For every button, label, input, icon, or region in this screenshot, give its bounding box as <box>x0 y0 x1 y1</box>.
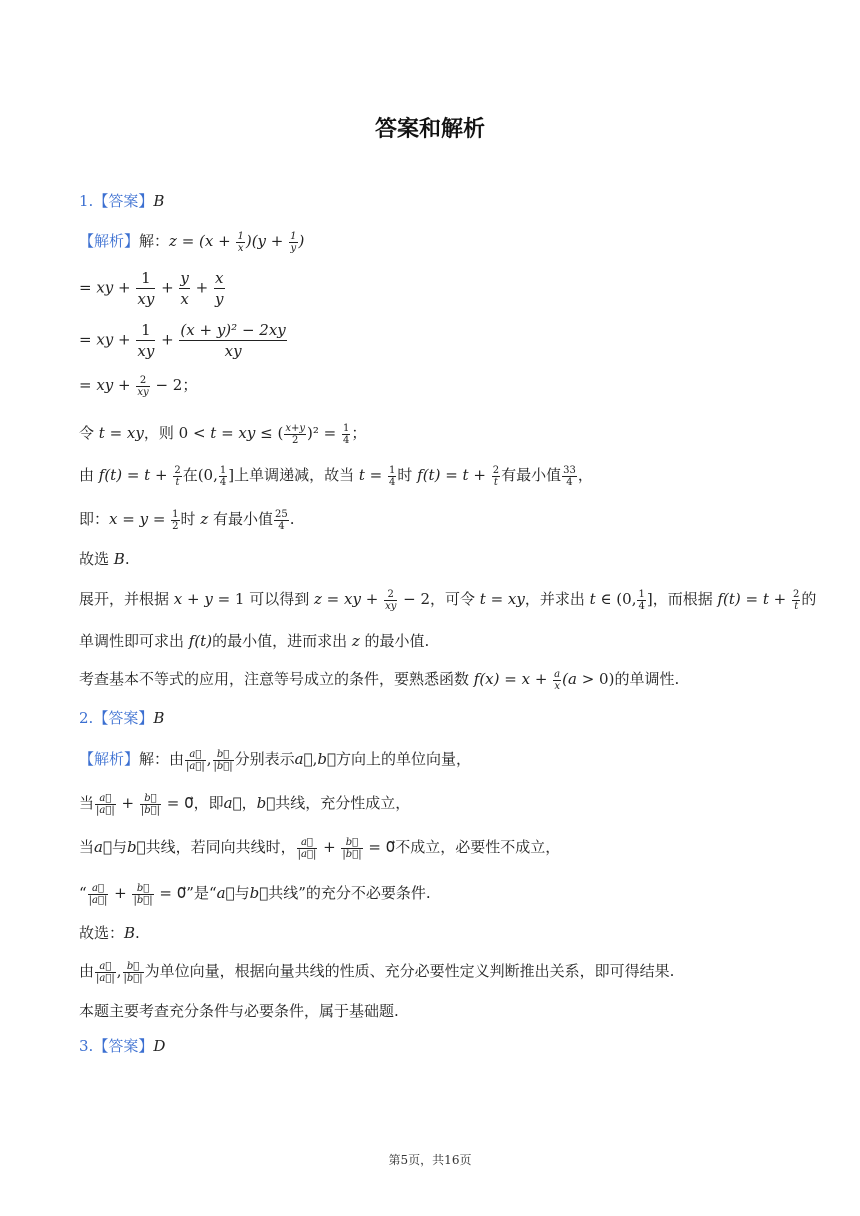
q1-number: 1. <box>79 192 94 210</box>
q1-answer-line <box>79 190 164 212</box>
q2-number: 2. <box>79 709 94 727</box>
q2-l2: 当 $\frac{a⃗}{|a⃗|}$ + $\frac{b⃗}{|b⃗|}$ = 0⃗，即a⃗，b⃗共线，充分性成立， <box>79 792 411 816</box>
q1-answer: B <box>153 192 165 210</box>
q1-l7: 即：x = y = $\frac{1}{2}$ 时 z 有最小值 $\frac{25}{4}$ . <box>79 508 295 532</box>
q2-answer-line <box>79 707 164 729</box>
q1-l4: = xy + $\frac{2}{xy}$ − 2； <box>79 374 198 398</box>
q2-l4: “ $\frac{a⃗}{|a⃗|}$ + $\frac{b⃗}{|b⃗|}$ = 0⃗”是“a⃗与b⃗共线”的充分不必要条件. <box>79 882 431 906</box>
q2-l1: 【解析】解：由 $\frac{a⃗}{|a⃗|}$ , $\frac{b⃗}{|b⃗|}$ 分别表示a⃗,b⃗方向上的单位向量， <box>79 748 472 772</box>
q3-answer-line <box>79 1035 165 1057</box>
page-footer: 第5页，共16页 <box>388 1153 472 1167</box>
q1-l9: 展开，并根据 x + y = 1 可以得到 z = xy + $\frac{2}{xy}$ − 2，可令 t = xy，并求出 t ∈ (0, $\frac{1}{4}$ ]，而根据 f(t) = t + $\frac{2}{t}$ 的 <box>79 588 817 612</box>
q1-l1: 【解析】解：z = (x + $\frac{1}{x}$ )(y + $\frac{1}{y}$ ) <box>79 230 305 254</box>
q2-answer: B <box>153 709 165 727</box>
q1-l5: 令 t = xy，则 0 < t = xy ≤ ( $\frac{x+y}{2}$ )² = $\frac{1}{4}$ ； <box>79 422 367 446</box>
q1-l11: 考查基本不等式的应用，注意等号成立的条件，要熟悉函数 f(x) = x + $\frac{a}{x}$ (a > 0)的单调性. <box>79 668 680 692</box>
q2-l7: 本题主要考查充分条件与必要条件，属于基础题. <box>79 1002 399 1020</box>
q3-answer: D <box>153 1037 166 1055</box>
q1-answer-label: 【答案】 <box>93 192 154 210</box>
q2-analysis-label: 【解析】 <box>79 750 140 768</box>
q2-l3: 当a⃗与b⃗共线，若同向共线时， $\frac{a⃗}{|a⃗|}$ + $\frac{b⃗}{|b⃗|}$ = 0⃗不成立，必要性不成立， <box>79 836 561 860</box>
q1-l8: 故选 B. <box>79 550 130 568</box>
q1-analysis-label: 【解析】 <box>79 232 140 250</box>
q3-answer-label: 【答案】 <box>93 1037 154 1055</box>
q1-l6: 由 f(t) = t + $\frac{2}{t}$ 在(0, $\frac{1}{4}$ ]上单调递减，故当 t = $\frac{1}{4}$ 时 f(t) = t + $\frac{2}{t}$ 有最小值 $\frac{33}{4}$ ， <box>79 464 593 488</box>
q2-l5: 故选：B. <box>79 924 140 942</box>
q1-l10: 单调性即可求出 f(t)的最小值，进而求出 z 的最小值. <box>79 632 430 650</box>
page-title: 答案和解析 <box>374 117 485 142</box>
q1-l3: = xy + $\frac{1}{xy}$ + $\frac{\text{(x + y)² − 2xy}}{xy}$ <box>79 321 286 360</box>
q1-solve: 解： <box>139 232 170 250</box>
q2-l6: 由 $\frac{a⃗}{|a⃗|}$ , $\frac{b⃗}{|b⃗|}$ 为单位向量，根据向量共线的性质、充分必要性定义判断推出关系，即可得结果. <box>79 960 675 984</box>
q2-answer-label: 【答案】 <box>93 709 154 727</box>
q3-number: 3. <box>79 1037 94 1055</box>
q1-l2: = xy + $\frac{1}{xy}$ + $\frac{y}{x}$ + $\frac{x}{y}$ <box>79 269 224 308</box>
